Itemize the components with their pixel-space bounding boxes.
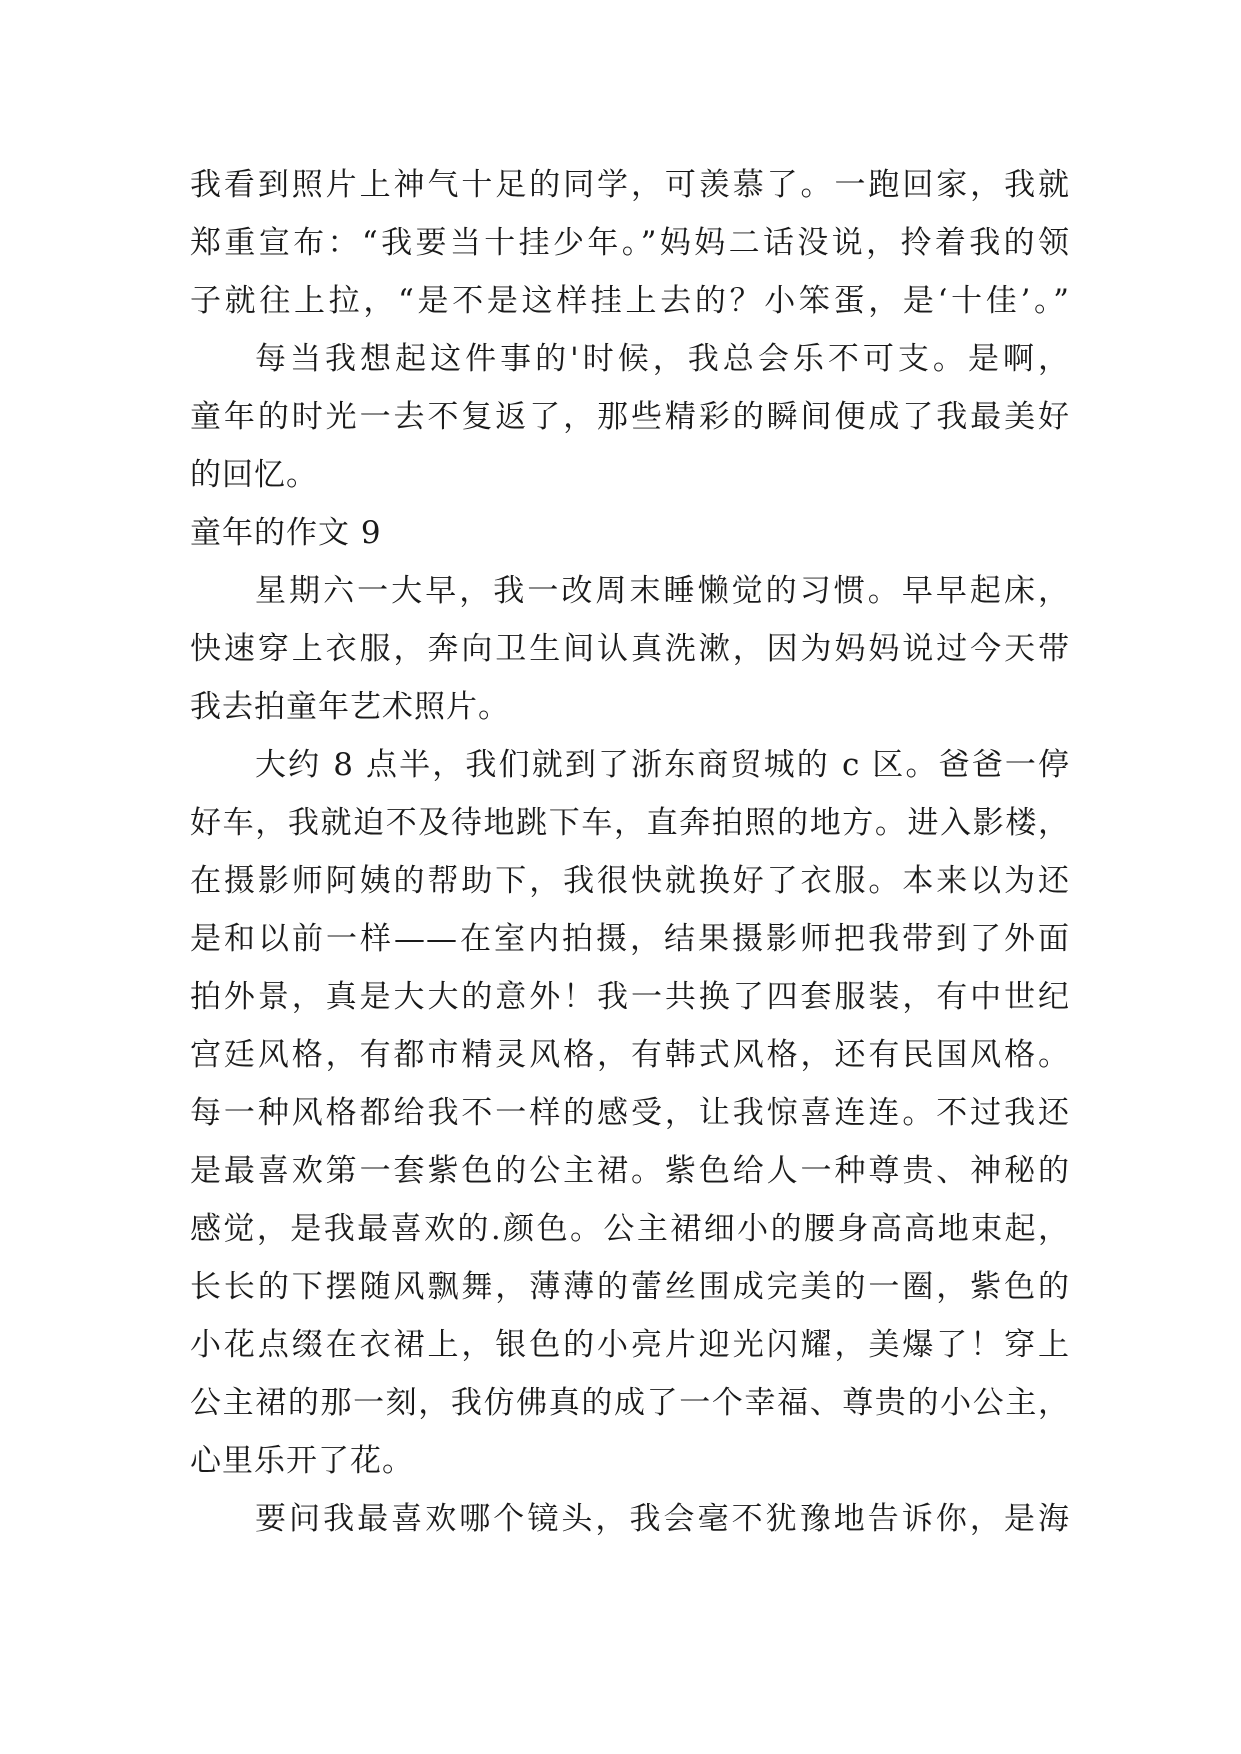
paragraph-line: 小花点缀在衣裙上，银色的小亮片迎光闪耀，美爆了！穿上 [190,1327,1070,1363]
paragraph-line: 我看到照片上神气十足的同学，可羡慕了。一跑回家，我就 [190,167,1070,203]
paragraph-line: 大约 8 点半，我们就到了浙东商贸城的 c 区。爸爸一停 [255,747,1070,783]
section-heading: 童年的作文 9 [190,515,382,551]
paragraph-line: 长长的下摆随风飘舞，薄薄的蕾丝围成完美的一圈，紫色的 [190,1269,1070,1305]
paragraph-line: 是和以前一样——在室内拍摄，结果摄影师把我带到了外面 [190,921,1070,957]
paragraph-line: 快速穿上衣服，奔向卫生间认真洗漱，因为妈妈说过今天带 [190,631,1070,667]
paragraph-line: 宫廷风格，有都市精灵风格，有韩式风格，还有民国风格。 [190,1037,1070,1073]
paragraph-line: 童年的时光一去不复返了，那些精彩的瞬间便成了我最美好 [190,399,1070,435]
paragraph-line: 感觉，是我最喜欢的.颜色。公主裙细小的腰身高高地束起， [190,1211,1070,1247]
paragraph-line: 要问我最喜欢哪个镜头，我会毫不犹豫地告诉你，是海 [255,1501,1070,1537]
paragraph-line: 每当我想起这件事的'时候，我总会乐不可支。是啊， [255,341,1070,377]
paragraph-line: 拍外景，真是大大的意外！我一共换了四套服装，有中世纪 [190,979,1070,1015]
paragraph-line: 心里乐开了花。 [190,1443,414,1479]
paragraph-line: 好车，我就迫不及待地跳下车，直奔拍照的地方。进入影楼， [190,805,1070,841]
paragraph-line: 我去拍童年艺术照片。 [190,689,510,725]
paragraph-line: 星期六一大早，我一改周末睡懒觉的习惯。早早起床， [255,573,1070,609]
paragraph-line: 的回忆。 [190,457,318,493]
paragraph-line: 在摄影师阿姨的帮助下，我很快就换好了衣服。本来以为还 [190,863,1070,899]
paragraph-line: 公主裙的那一刻，我仿佛真的成了一个幸福、尊贵的小公主， [190,1385,1070,1421]
paragraph-line: 子就往上拉，“是不是这样挂上去的？小笨蛋，是‘十佳’。” [190,283,1070,319]
paragraph-line: 是最喜欢第一套紫色的公主裙。紫色给人一种尊贵、神秘的 [190,1153,1070,1189]
paragraph-line: 郑重宣布：“我要当十挂少年。”妈妈二话没说，拎着我的领 [190,225,1070,261]
paragraph-line: 每一种风格都给我不一样的感受，让我惊喜连连。不过我还 [190,1095,1070,1131]
